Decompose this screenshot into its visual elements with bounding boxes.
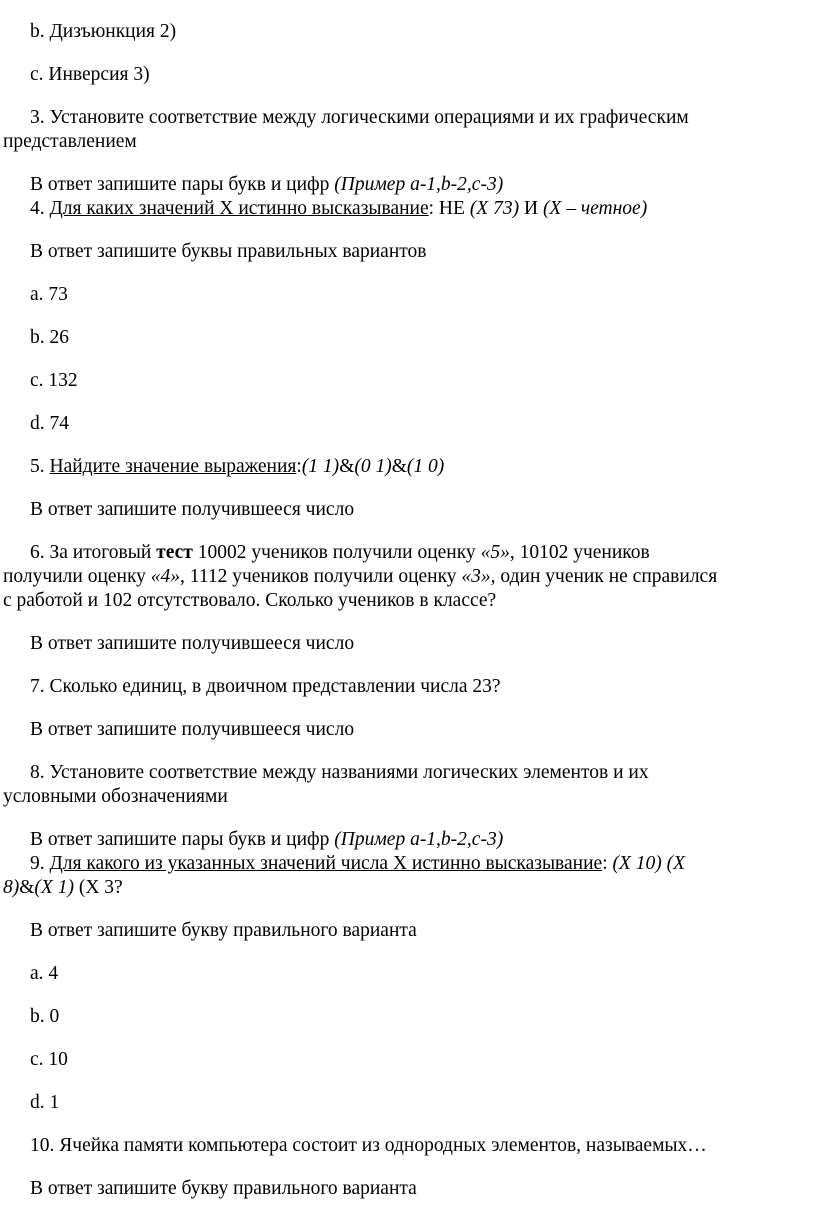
option-4c: c. 132 — [30, 370, 78, 391]
term-3: (1 0) — [406, 456, 445, 477]
option-9b: b. 0 — [30, 1006, 60, 1027]
condition-1: (X 10) (X — [612, 853, 686, 874]
question-text: : — [602, 853, 613, 874]
question-number: 4. — [30, 198, 50, 219]
question-3-line2: представлением — [3, 131, 137, 152]
question-text: : — [296, 456, 302, 477]
answer-instruction-8 — [0, 828, 816, 852]
question-9-line1 — [0, 852, 816, 876]
grade-5: «5» — [480, 542, 510, 563]
question-4 — [0, 197, 816, 221]
option-4b: b. 26 — [30, 327, 69, 348]
question-underlined: Найдите значение выражения — [49, 456, 297, 477]
option-b-disjunction: b. Дизъюнкция 2) — [30, 21, 177, 42]
option-9a: a. 4 — [30, 963, 59, 984]
conjunction-text: И — [519, 198, 543, 219]
question-10: 10. Ячейка памяти компьютера состоит из однородных элементов, называемых… — [30, 1135, 707, 1156]
question-number: 5. — [30, 456, 50, 477]
question-6-line3: с работой и 102 отсутствовало. Сколько учеников в классе? — [3, 590, 497, 611]
instruction-text: В ответ запишите пары букв и цифр — [30, 174, 335, 195]
question-6-line1 — [0, 541, 816, 565]
question-underlined: Для каких значений Х истинно высказывание — [49, 198, 429, 219]
question-text: : НЕ — [428, 198, 470, 219]
condition-2: (X 1) — [34, 877, 74, 898]
and-symbol: & — [339, 456, 355, 477]
example-text: (Пример a-1,b-2,c-3) — [334, 174, 504, 195]
answer-instruction-4: В ответ запишите буквы правильных вариантов — [30, 241, 427, 262]
question-3-line1: 3. Установите соответствие между логическими операциями и их графическим — [30, 107, 689, 128]
option-c-inversion: c. Инверсия 3) — [30, 64, 150, 85]
question-6-line2 — [0, 565, 816, 589]
answer-instruction-7: В ответ запишите получившееся число — [30, 719, 355, 740]
question-underlined: Для какого из указанных значений числа X истинно высказывание — [49, 853, 603, 874]
option-4d: d. 74 — [30, 413, 69, 434]
instruction-text: В ответ запишите пары букв и цифр — [30, 829, 335, 850]
answer-instruction-10: В ответ запишите букву правильного варианта — [30, 1178, 417, 1199]
answer-instruction-9: В ответ запишите букву правильного варианта — [30, 920, 417, 941]
condition-1: (Х 73) — [469, 198, 520, 219]
example-text: (Пример a-1,b-2,c-3) — [334, 829, 504, 850]
question-text: получили оценку — [3, 566, 151, 587]
option-9c: c. 10 — [30, 1049, 68, 1070]
term-1: (1 1) — [301, 456, 340, 477]
grade-3: «3» — [461, 566, 491, 587]
question-number: 9. — [30, 853, 50, 874]
grade-4: «4» — [150, 566, 181, 587]
condition-1-end: 8) — [3, 877, 20, 898]
question-text: (X 3? — [73, 877, 123, 898]
question-9-line2 — [0, 876, 816, 900]
question-text: , 10102 учеников — [509, 542, 650, 563]
answer-instruction-5: В ответ запишите получившееся число — [30, 499, 355, 520]
question-text: , 1112 учеников получили оценку — [180, 566, 462, 587]
question-8-line2: условными обозначениями — [3, 786, 228, 807]
answer-instruction-3 — [0, 173, 816, 197]
condition-2: (X – четное) — [542, 198, 648, 219]
question-5 — [0, 455, 816, 479]
option-4a: a. 73 — [30, 284, 68, 305]
answer-instruction-6: В ответ запишите получившееся число — [30, 633, 355, 654]
question-text: 6. За итоговый — [30, 542, 157, 563]
term-2: (0 1) — [354, 456, 392, 477]
question-text: 10002 учеников получили оценку — [192, 542, 481, 563]
question-7: 7. Сколько единиц, в двоичном представлении числа 23? — [30, 676, 501, 697]
option-9d: d. 1 — [30, 1092, 60, 1113]
and-symbol: & — [391, 456, 407, 477]
bold-word: тест — [156, 542, 193, 563]
question-text: , один ученик не справился — [490, 566, 718, 587]
question-8-line1: 8. Установите соответствие между названиями логических элементов и их — [30, 762, 649, 783]
and-symbol: & — [19, 877, 35, 898]
